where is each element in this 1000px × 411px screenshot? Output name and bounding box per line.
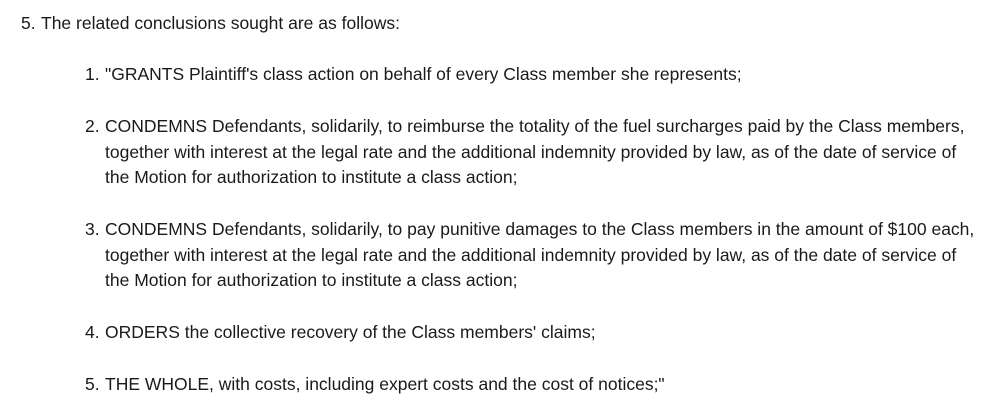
conclusion-text: "GRANTS Plaintiff's class action on behalf of every Class member she represents; (105, 64, 742, 84)
conclusion-text: CONDEMNS Defendants, solidarily, to reimburse the totality of the fuel surcharges paid by the Class members, together with interest at the legal rate and the additional indemnity provided by law, as of the date of service of the Motion for authorization to institute a class action; (105, 116, 965, 187)
conclusion-item-1 (85, 62, 980, 88)
conclusion-text: THE WHOLE, with costs, including expert costs and the cost of notices;" (105, 374, 665, 394)
section-heading-text: The related conclusions sought are as follows: (41, 13, 400, 33)
conclusion-number: 3. (85, 219, 100, 239)
conclusion-item-2 (85, 114, 980, 191)
conclusion-item-4 (85, 320, 980, 346)
conclusion-number: 4. (85, 322, 100, 342)
conclusion-text: ORDERS the collective recovery of the Class members' claims; (105, 322, 596, 342)
conclusion-number: 1. (85, 64, 100, 84)
conclusion-number: 5. (85, 374, 100, 394)
section-heading (21, 11, 400, 37)
conclusion-item-5 (85, 372, 980, 398)
section-number: 5. (21, 13, 36, 33)
conclusion-text: CONDEMNS Defendants, solidarily, to pay punitive damages to the Class members in the amount of $100 each, together with interest at the legal rate and the additional indemnity provided by law, as of the date of service of the Motion for authorization to institute a class action; (105, 219, 975, 290)
conclusion-item-3 (85, 217, 980, 294)
conclusion-number: 2. (85, 116, 100, 136)
